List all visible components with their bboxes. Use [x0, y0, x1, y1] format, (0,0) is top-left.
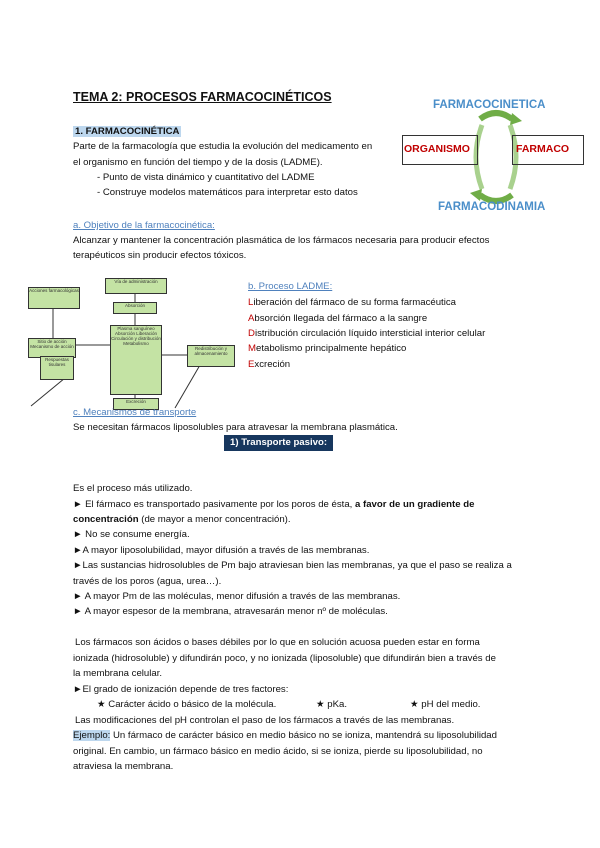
acciones-box: Acciones farmacológicas [28, 287, 80, 309]
ionizacion-line-4: ►El grado de ionización depende de tres factores: [73, 684, 289, 695]
ejemplo-line-3: atraviesa la membrana. [73, 761, 174, 772]
pasivo-line-3: concentración (de mayor a menor concentración). [73, 514, 291, 525]
plasma-box: Plasma sanguíneo Absorción Liberación Circulación y distribución Metabolismo [110, 325, 162, 395]
bullet-line-2: - Construye modelos matemáticos para interpretar esto datos [97, 187, 358, 198]
ejemplo-line-1: Ejemplo: Un fármaco de carácter básico en medio básico no se ioniza, mantendrá su liposolubilidad [73, 730, 497, 741]
via-box: Vía de administración [105, 278, 167, 294]
ladme-item-e: Excreción [248, 359, 291, 370]
pasivo-line-7: través de los poros (agua, urea…). [73, 576, 222, 587]
pasivo-line-9: ► A mayor espesor de la membrana, atravesarán menor nº de moléculas. [73, 606, 388, 617]
sitio-accion-box: Sitio de acción Mecanismo de acción [28, 338, 76, 358]
ionizacion-line-5: Las modificaciones del pH controlan el paso de los fármacos a través de las membranas. [75, 715, 455, 726]
ladme-item-d: Distribución circulación líquido intersticial interior celular [248, 328, 486, 339]
objetivo-line-2: terapéuticos sin producir efectos tóxicos. [73, 250, 247, 261]
farmaco-label: FARMACO [516, 143, 570, 155]
pasivo-line-2: ► El fármaco es transportado pasivamente por los poros de ésta, a favor de un gradiente de [73, 499, 475, 510]
definition-line-1: Parte de la farmacología que estudia la evolución del medicamento en [73, 141, 373, 152]
ladme-item-a: Absorción llegada del fármaco a la sangre [248, 313, 428, 324]
objetivo-line-1: Alcanzar y mantener la concentración plasmática de los fármacos necesaria para producir efectos [73, 235, 490, 246]
pasivo-line-6: ►Las sustancias hidrosolubles de Pm bajo atraviesan bien las membranas, ya que el paso se realiza a [73, 560, 512, 571]
farmacodinamia-label: FARMACODINAMIA [438, 201, 546, 213]
absorcion-box: Absorción [113, 302, 157, 314]
bullet-line-1: - Punto de vista dinámico y cuantitativo del LADME [97, 172, 315, 183]
ionizacion-line-3: la membrana celular. [73, 668, 163, 679]
ladme-item-m: Metabolismo principalmente hepático [248, 343, 407, 354]
mecanismos-intro: Se necesitan fármacos liposolubles para atravesar la membrana plasmática. [73, 422, 398, 433]
excrecion-box: Excreción [113, 398, 159, 410]
respuestas-box: Respuestas tisulares [40, 356, 74, 380]
ionizacion-line-2: ionizada (hidrosoluble) y difundirán poco, y no ionizada (liposoluble) que difundirán bien a través de [73, 653, 496, 664]
factor-2: ★ pKa. [316, 699, 348, 710]
factor-1: ★ Carácter ácido o básico de la molécula. [97, 699, 277, 710]
ionizacion-line-1: Los fármacos son ácidos o bases débiles por lo que en solución acuosa pueden estar en forma [75, 637, 480, 648]
ladme-item-l: Liberación del fármaco de su forma farmacéutica [248, 297, 456, 308]
factor-3: ★ pH del medio. [410, 699, 481, 710]
farmacocinetica-label: FARMACOCINETICA [433, 99, 546, 111]
pasivo-line-1: Es el proceso más utilizado. [73, 483, 193, 494]
mecanismos-heading: c. Mecanismos de transporte [73, 407, 197, 418]
definition-line-2: el organismo en función del tiempo y de la dosis (LADME). [73, 157, 323, 168]
page-title: TEMA 2: PROCESOS FARMACOCINÉTICOS [73, 90, 332, 104]
ejemplo-line-2: original. En cambio, un fármaco básico en medio ácido, si se ioniza, pierde su liposolubilidad, no [73, 746, 483, 757]
farmacocinetica-diagram [400, 95, 590, 220]
section-heading-farmacocinetica: 1. FARMACOCINÉTICA [75, 126, 180, 137]
proceso-heading: b. Proceso LADME: [248, 281, 333, 292]
ladme-diagram [25, 270, 235, 410]
pasivo-line-5: ►A mayor liposolubilidad, mayor difusión a través de las membranas. [73, 545, 370, 556]
organismo-label: ORGANISMO [404, 143, 470, 155]
objetivo-heading: a. Objetivo de la farmacocinética: [73, 220, 215, 231]
pasivo-line-4: ► No se consume energía. [73, 529, 190, 540]
redistribucion-box: Redistribución y almacenamiento [187, 345, 235, 367]
pasivo-line-8: ► A mayor Pm de las moléculas, menor difusión a través de las membranas. [73, 591, 401, 602]
transporte-pasivo-label: 1) Transporte pasivo: [224, 435, 333, 451]
